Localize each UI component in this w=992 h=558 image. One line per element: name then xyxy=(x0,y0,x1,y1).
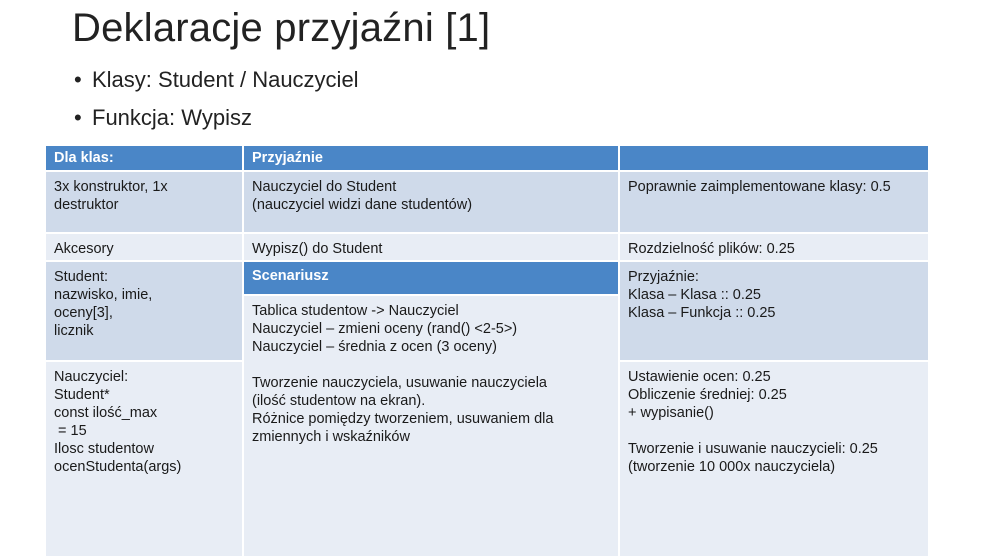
grading-table xyxy=(46,146,928,556)
cell-line: licznik xyxy=(54,323,94,339)
cell-col1-row3 xyxy=(46,262,242,360)
cell-line: nazwisko, imie, xyxy=(54,287,153,303)
cell-line: Różnice pomiędzy tworzeniem, usuwaniem dla xyxy=(252,411,554,427)
cell-line: Nauczyciel do Student xyxy=(252,179,397,195)
header-dla-klas: Dla klas: xyxy=(46,146,242,170)
cell-line: Klasa – Funkcja :: 0.25 xyxy=(628,305,776,321)
cell-line: Rozdzielność plików: 0.25 xyxy=(628,241,795,257)
cell-line: Tworzenie i usuwanie nauczycieli: 0.25 xyxy=(628,441,878,457)
cell-line: Nauczyciel – zmieni oceny (rand() <2-5>) xyxy=(252,321,518,337)
cell-line: Poprawnie zaimplementowane klasy: 0.5 xyxy=(628,179,891,195)
cell-line: Klasa – Klasa :: 0.25 xyxy=(628,287,761,303)
cell-line: Nauczyciel: xyxy=(54,369,129,385)
cell-line: (nauczyciel widzi dane studentów) xyxy=(252,197,473,213)
cell-line: Tworzenie nauczyciela, usuwanie nauczyciela xyxy=(252,375,547,391)
cell-line: Akcesory xyxy=(54,241,114,257)
cell-line: Wypisz() do Student xyxy=(252,241,383,257)
cell-col2-row2 xyxy=(244,234,618,260)
cell-line: (ilość studentow na ekran). xyxy=(252,393,426,409)
cell-line: Przyjaźnie: xyxy=(628,269,699,285)
cell-line: = 15 xyxy=(54,423,87,439)
cell-line: Obliczenie średniej: 0.25 xyxy=(628,387,787,403)
header-score xyxy=(620,146,928,170)
bullet-dot: • xyxy=(74,67,82,92)
bullet-dot: • xyxy=(74,105,82,130)
cell-col3-row2 xyxy=(620,234,928,260)
slide-title: Deklaracje przyjaźni [1] xyxy=(72,6,491,50)
cell-col1-row2 xyxy=(46,234,242,260)
cell-line: Student: xyxy=(54,269,109,285)
cell-col2-row1 xyxy=(244,172,618,232)
cell-line: 3x konstruktor, 1x xyxy=(54,179,168,195)
cell-line: ocenStudenta(args) xyxy=(54,459,182,475)
bullet-text: Funkcja: Wypisz xyxy=(92,105,252,130)
bullet-item xyxy=(74,104,359,142)
cell-line: Student* xyxy=(54,387,110,403)
cell-line: zmiennych i wskaźników xyxy=(252,429,410,445)
cell-line: + wypisanie() xyxy=(628,405,714,421)
header-przyjaznie: Przyjaźnie xyxy=(244,146,618,170)
cell-line: Ustawienie ocen: 0.25 xyxy=(628,369,771,385)
cell-line: Ilosc studentow xyxy=(54,441,154,457)
bullet-text: Klasy: Student / Nauczyciel xyxy=(92,67,359,92)
cell-col1-row4 xyxy=(46,362,242,556)
cell-line: Tablica studentow -> Nauczyciel xyxy=(252,303,459,319)
cell-col3-row4 xyxy=(620,362,928,556)
cell-scenario-body xyxy=(244,296,618,556)
cell-line: (tworzenie 10 000x nauczyciela) xyxy=(628,459,836,475)
bullet-item xyxy=(74,66,359,104)
cell-line: const ilość_max xyxy=(54,405,158,421)
cell-spacer xyxy=(252,356,610,374)
cell-spacer xyxy=(628,422,920,440)
cell-col3-row1 xyxy=(620,172,928,232)
cell-line: oceny[3], xyxy=(54,305,113,321)
header-scenariusz: Scenariusz xyxy=(244,262,618,294)
cell-line: destruktor xyxy=(54,197,119,213)
bullet-list xyxy=(74,66,359,142)
cell-line: Nauczyciel – średnia z ocen (3 oceny) xyxy=(252,339,498,355)
cell-col1-row1 xyxy=(46,172,242,232)
cell-col3-row3 xyxy=(620,262,928,360)
